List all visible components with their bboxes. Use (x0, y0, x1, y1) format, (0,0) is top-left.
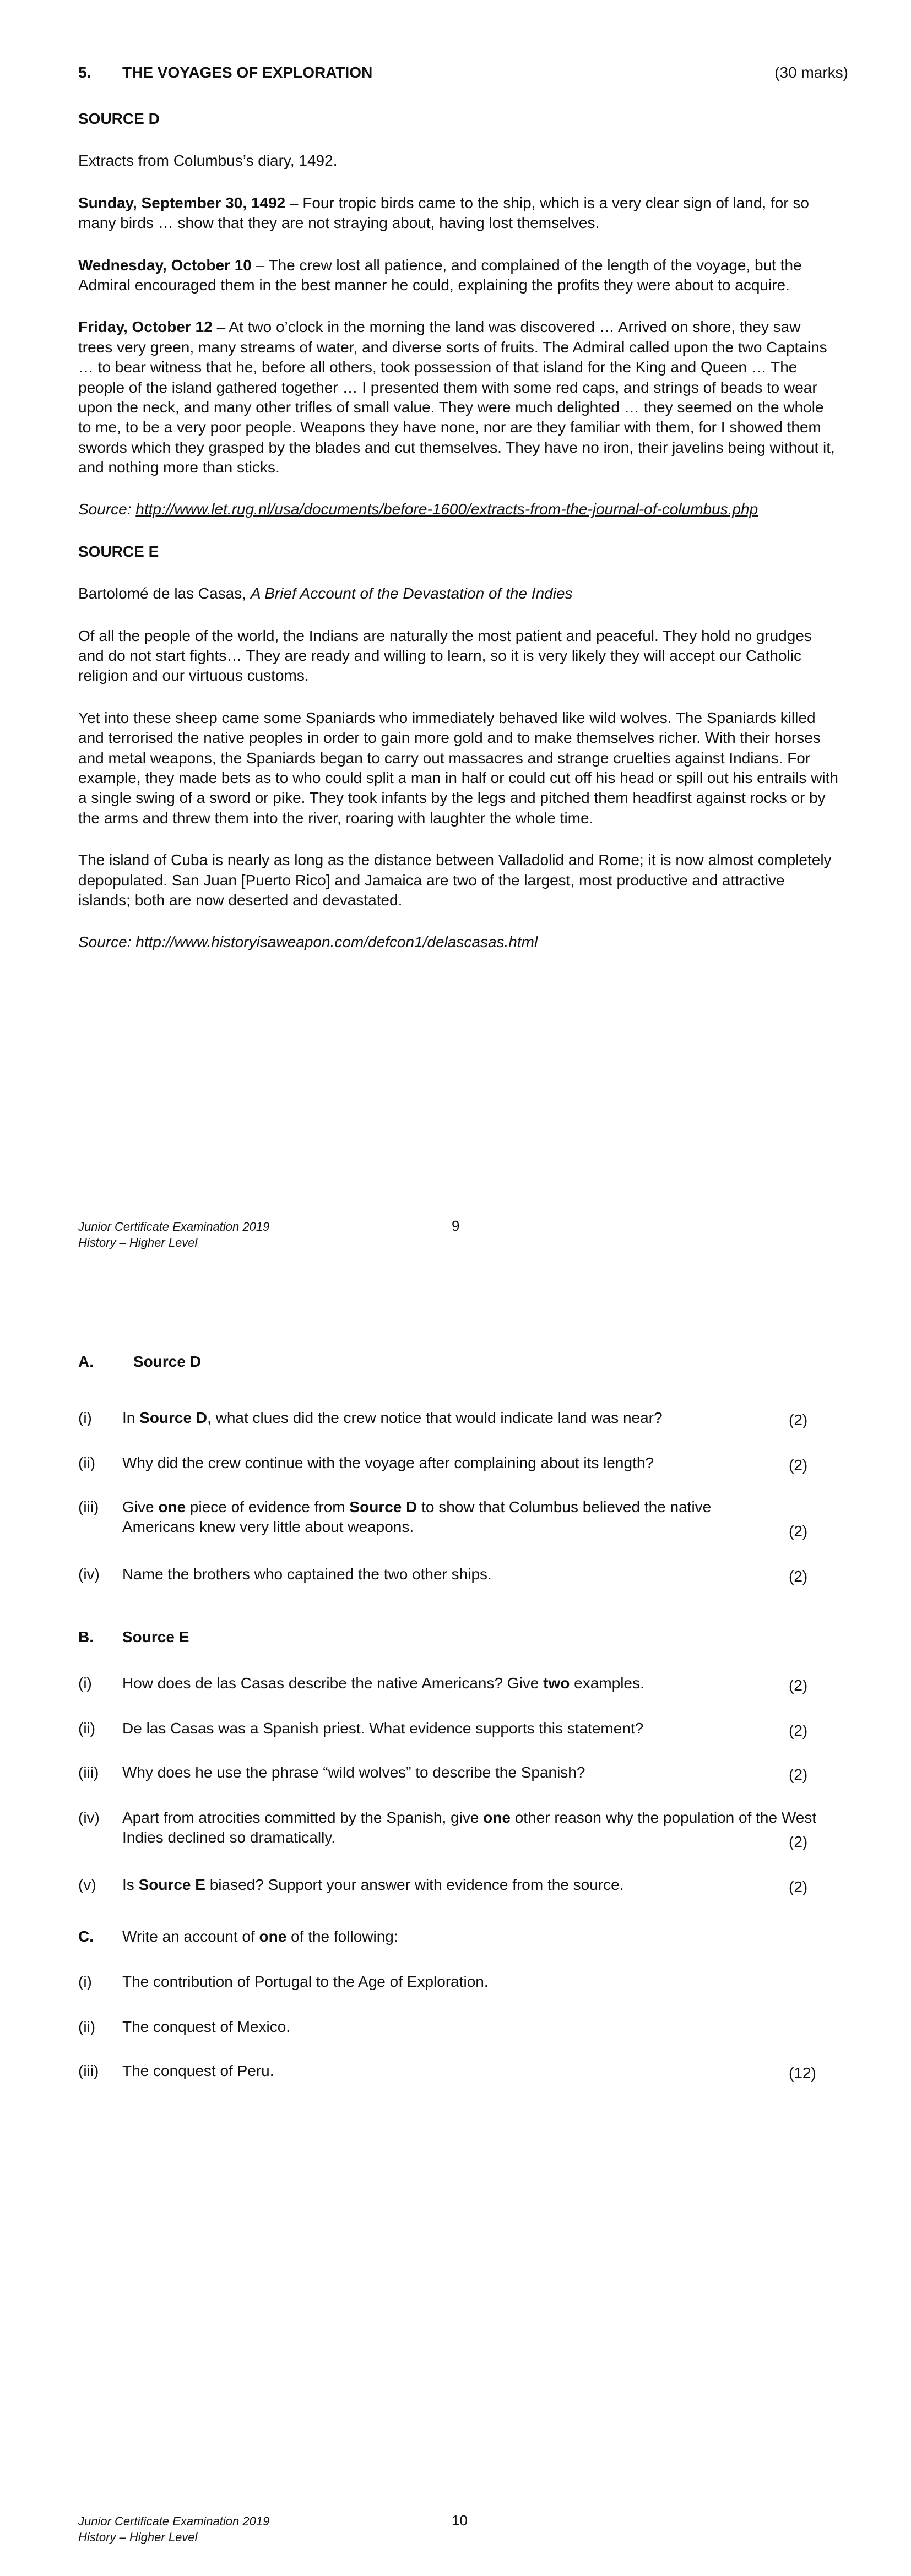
page-number: 9 (452, 1218, 460, 1234)
text-run: Why did the crew continue with the voyage after complaining about its length? (122, 1454, 654, 1471)
text-run: examples. (570, 1675, 644, 1692)
diary-entry-text: – The crew lost all patience, and complained of the length of the voyage, but the Admiral encouraged them in the best manner he could, explaining the profits they were about to acquire. (78, 256, 802, 294)
text-run: Apart from atrocities committed by the Spanish, give (122, 1809, 484, 1826)
page-number: 10 (452, 2512, 468, 2529)
text-run-bold: one (158, 1498, 186, 1515)
diary-entry-date: Sunday, September 30, 1492 (78, 194, 286, 211)
footer-subject: History – Higher Level (78, 1235, 198, 1249)
question-number: (v) (78, 1876, 96, 1893)
text-run: Name the brothers who captained the two other ships. (122, 1566, 492, 1583)
question-header (78, 63, 848, 85)
question-marks: (12) (789, 2064, 816, 2082)
option-text: The conquest of Mexico. (122, 2018, 291, 2035)
option-text: The conquest of Peru. (122, 2062, 274, 2079)
essay-option-ii (78, 2017, 811, 2039)
source-d-block (78, 109, 838, 975)
source-e-work-title: A Brief Account of the Devastation of the Indies (250, 585, 573, 602)
source-e-citation: Source: http://www.historyisaweapon.com/defcon1/delascasas.html (78, 933, 538, 951)
essay-option-i (78, 1972, 811, 1994)
text-run: Write an account of (122, 1928, 259, 1945)
question-a-ii (78, 1453, 811, 1475)
text-run-bold: Source D (349, 1498, 417, 1515)
section-letter: C. (78, 1928, 94, 1945)
text-run: biased? Support your answer with evidence from the source. (205, 1876, 624, 1893)
question-text (122, 1408, 723, 1428)
question-b-ii (78, 1719, 811, 1741)
source-e-paragraph: The island of Cuba is nearly as long as the distance between Valladolid and Rome; it is now almost completely depopulated. San Juan [Puerto Rico] and Jamaica are two of the largest, most productive and attractive islands; both are now deserted and devastated. (78, 851, 832, 909)
footer-exam-name: Junior Certificate Examination 2019 (78, 1220, 270, 1233)
diary-entry-text: – Four tropic birds came to the ship, which is a very clear sign of land, for so many birds … show that they are not straying about, having lost themselves. (78, 194, 809, 232)
footer-exam-name: Junior Certificate Examination 2019 (78, 2514, 270, 2528)
text-run: to show that Columbus believed the native Americans knew very little about weapons. (122, 1498, 712, 1536)
exam-page-10 (0, 1288, 911, 2576)
text-run-bold: two (543, 1675, 570, 1692)
source-e-paragraph: Yet into these sheep came some Spaniards who immediately behaved like wild wolves. The Spaniards killed and terrorised the native peoples in order to gain more gold and to make themselves richer. With their horses and metal weapons, the Spaniards began to carry out massacres and strange cruelties against Indians. For example, they made bets as to who could split a man in half or could cut off his head or spill out his entrails with a single swing of a sword or pike. They took infants by the legs and pitched them headfirst against rocks or by the arms and threw them into the river, roaring with laughter the whole time. (78, 709, 838, 827)
option-number: (iii) (78, 2062, 99, 2079)
source-e-attribution (78, 584, 838, 604)
text-run: Is (122, 1876, 139, 1893)
question-a-i (78, 1408, 811, 1430)
text-run: De las Casas was a Spanish priest. What evidence supports this statement? (122, 1720, 644, 1737)
diary-entry-sep-30 (78, 193, 838, 233)
option-text: The contribution of Portugal to the Age of Exploration. (122, 1973, 489, 1990)
diary-entry-date: Friday, October 12 (78, 318, 213, 336)
text-run: In (122, 1409, 140, 1426)
question-marks: (2) (789, 1411, 808, 1428)
option-number: (i) (78, 1973, 92, 1990)
question-b-i (78, 1673, 811, 1695)
question-number: (ii) (78, 1720, 96, 1737)
diary-entry-oct-12 (78, 317, 838, 477)
question-number: (i) (78, 1675, 92, 1692)
source-d-intro: Extracts from Columbus’s diary, 1492. (78, 152, 338, 170)
text-run: of the following: (286, 1928, 398, 1945)
page-footer (78, 1219, 269, 1251)
question-text (122, 1763, 723, 1782)
question-number: (iii) (78, 1764, 99, 1781)
section-letter: A. (78, 1353, 94, 1370)
question-marks: (30 marks) (774, 64, 848, 81)
text-run: other reason why the population of the West Indies declined so dramatically. (122, 1809, 817, 1846)
source-e-heading: SOURCE E (78, 542, 159, 560)
question-text (122, 1875, 723, 1895)
question-number: (iv) (78, 1809, 100, 1826)
footer-subject: History – Higher Level (78, 2530, 198, 2544)
text-run-bold: Source D (139, 1409, 208, 1426)
essay-option-iii (78, 2061, 816, 2083)
text-run-bold: one (483, 1809, 511, 1826)
question-text (122, 1719, 723, 1738)
question-number: (i) (78, 1409, 92, 1426)
source-d-heading: SOURCE D (78, 110, 160, 127)
diary-entry-date: Wednesday, October 10 (78, 256, 252, 274)
question-marks: (2) (789, 1676, 808, 1694)
diary-entry-oct-10 (78, 256, 838, 296)
question-marks: (2) (789, 1567, 808, 1585)
section-title: Source E (122, 1628, 189, 1645)
question-title: THE VOYAGES OF EXPLORATION (122, 64, 373, 81)
question-number: (ii) (78, 1454, 96, 1471)
source-d-citation (78, 499, 838, 519)
question-marks: (2) (789, 1833, 808, 1850)
question-marks: (2) (789, 1765, 808, 1783)
text-run: , what clues did the crew notice that would indicate land was near? (207, 1409, 663, 1426)
question-b-iv (78, 1808, 817, 1852)
question-marks: (2) (789, 1456, 808, 1474)
question-a-iii (78, 1497, 811, 1541)
question-text (122, 1673, 723, 1693)
source-e-author: Bartolomé de las Casas, (78, 585, 251, 602)
section-letter: B. (78, 1628, 94, 1645)
source-label: Source: (78, 501, 136, 518)
page-footer (78, 2514, 269, 2545)
question-number: (iv) (78, 1566, 100, 1583)
text-run-bold: one (259, 1928, 287, 1945)
diary-entry-text: – At two o’clock in the morning the land was discovered … Arrived on shore, they saw trees very green, many streams of water, and diverse sorts of fruits. The Admiral called upon the two Captains … to bear witness that he, before all others, took possession of that island for the King and Queen … The people of the island gathered together … I presented them with some red caps, and strings of beads to wear upon the neck, and many other trifles of small value. They were much delighted … they seemed on the whole to me, to be a very poor people. Weapons they have none, nor are they familiar with them, for I showed them swords which they grasped by the blades and cut themselves. They have no iron, their javelins being without it, and nothing more than sticks. (78, 318, 835, 476)
question-text (122, 1808, 838, 1848)
text-run: piece of evidence from (186, 1498, 350, 1515)
text-run: Give (122, 1498, 159, 1515)
section-title: Source D (133, 1353, 201, 1370)
question-text (122, 1564, 723, 1584)
source-e-paragraph: Of all the people of the world, the Indians are naturally the most patient and peaceful. They hold no grudges and do not start fights… They are ready and willing to learn, so it is very likely they will accept our Catholic religion and our virtuous customs. (78, 627, 812, 684)
question-marks: (2) (789, 1878, 808, 1895)
question-marks: (2) (789, 1721, 808, 1739)
source-d-link[interactable]: http://www.let.rug.nl/usa/documents/before-1600/extracts-from-the-journal-of-columbus.php (135, 501, 758, 518)
question-text (122, 1497, 723, 1537)
question-marks: (2) (789, 1522, 808, 1540)
text-run: Why does he use the phrase “wild wolves” to describe the Spanish? (122, 1764, 585, 1781)
question-b-v (78, 1875, 811, 1897)
text-run-bold: Source E (138, 1876, 205, 1893)
question-number: 5. (78, 64, 91, 81)
section-title (122, 1927, 398, 1947)
question-a-iv (78, 1564, 811, 1586)
text-run: How does de las Casas describe the native Americans? Give (122, 1675, 544, 1692)
option-number: (ii) (78, 2018, 96, 2035)
question-number: (iii) (78, 1498, 99, 1515)
question-text (122, 1453, 723, 1473)
question-b-iii (78, 1763, 811, 1785)
